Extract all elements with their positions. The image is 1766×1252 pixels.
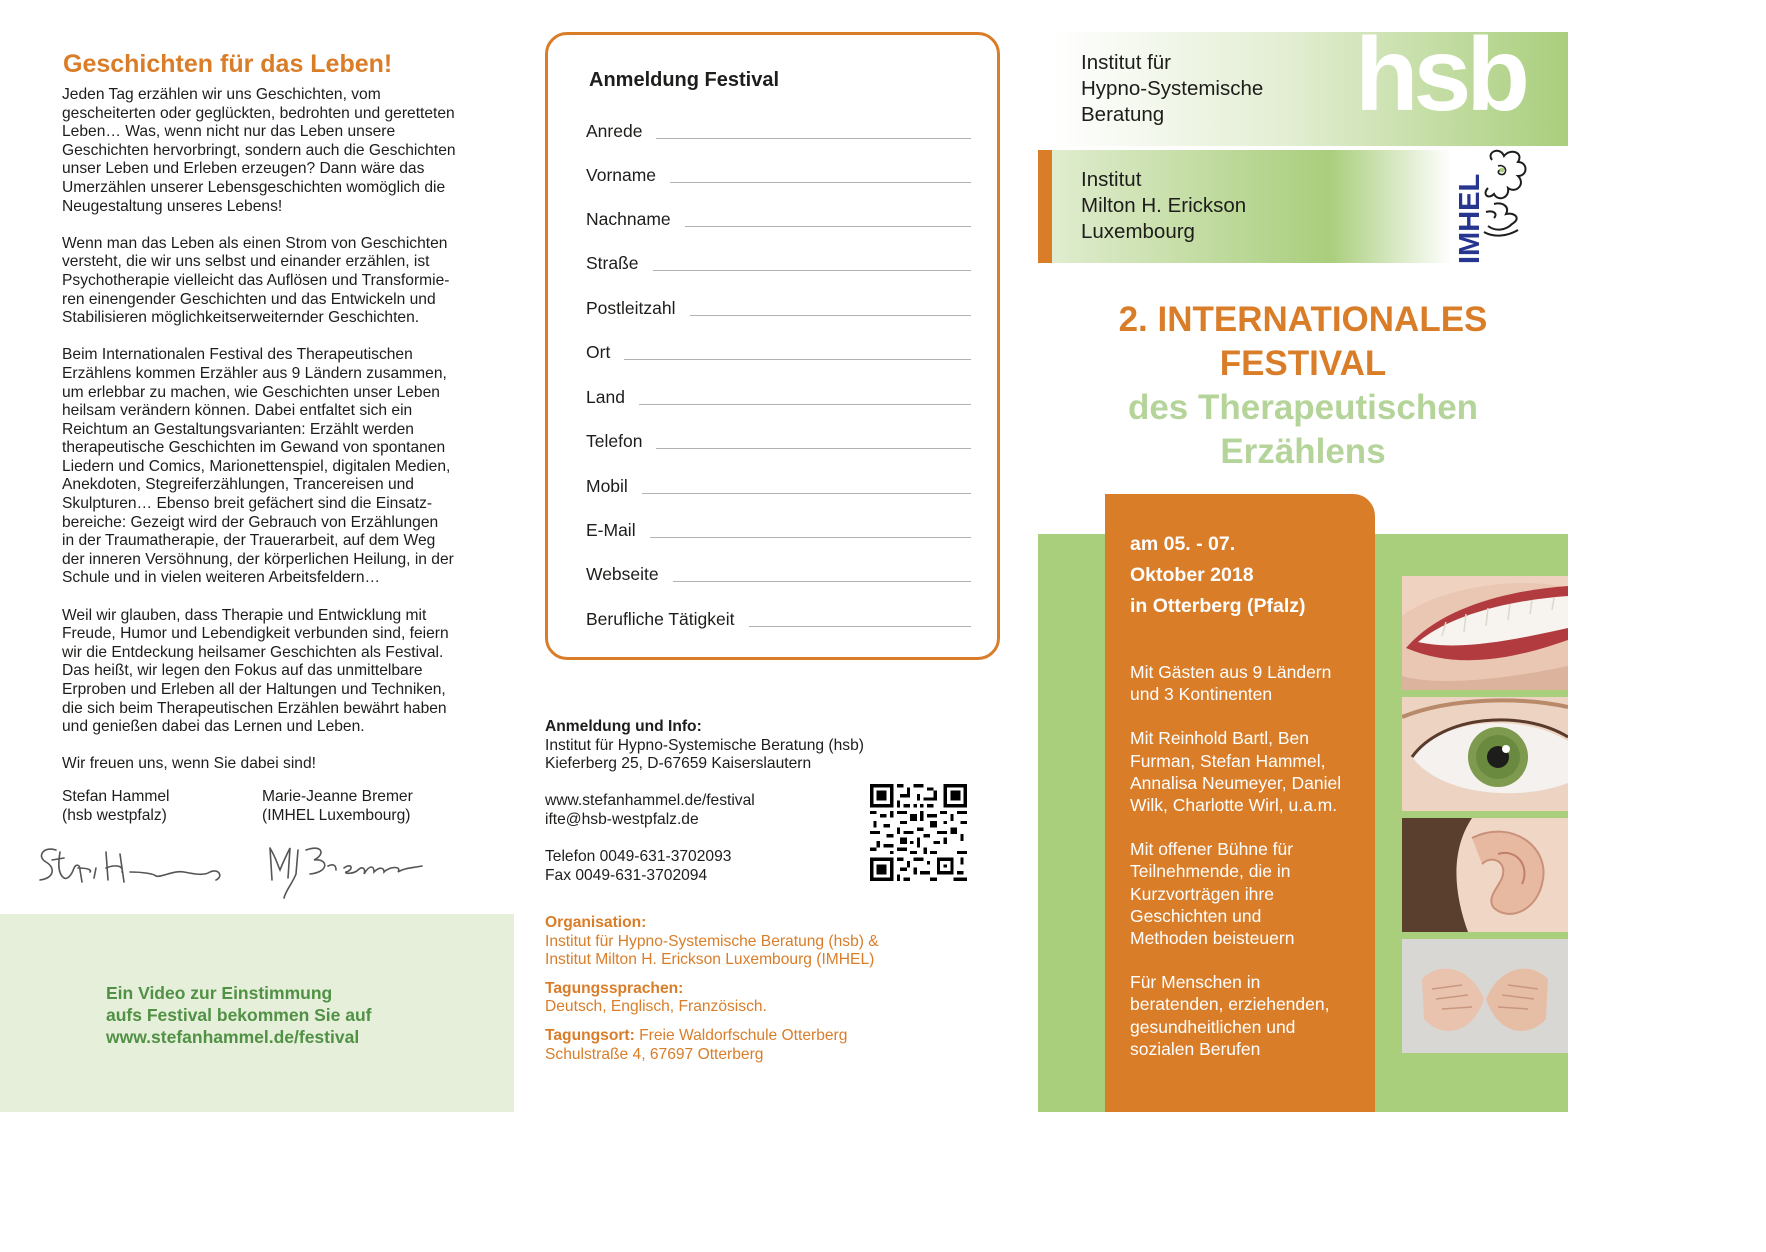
fill-line[interactable] (656, 448, 971, 449)
field-label: Webseite (586, 564, 659, 584)
fax-number: Fax 0049-631-3702094 (545, 866, 708, 884)
festival-title (1038, 298, 1568, 474)
photo-eye (1402, 697, 1568, 811)
field-label: Nachname (586, 209, 671, 229)
signer-org: (hsb westpfalz) (62, 806, 167, 824)
event-details (1130, 661, 1365, 1082)
signer-name: Marie-Jeanne Bremer (262, 788, 413, 805)
title-line-1: 2. INTERNATIONALES (1118, 300, 1488, 339)
organisation-heading: Organisation: (545, 914, 647, 931)
title-line-4: Erzählens (1220, 432, 1386, 471)
closing-line: Wir freuen uns, wenn Sie dabei sind! (62, 755, 316, 773)
paragraph-2: Wenn man das Leben als einen Strom von Geschichten versteht, die wir uns selbst und einander erzählen, ist Psychotherapie vielleicht das Auflösen und Transformie- ren einengender Geschichten und das Entwickeln und Stabilisieren möglichkeitserweiternder Geschichten. (62, 234, 450, 327)
venue-line (545, 1027, 879, 1046)
video-info: Ein Video zur Einstimmung aufs Festival bekommen Sie auf www.stefanhammel.de/festival (106, 983, 372, 1047)
paragraph-3: Beim Internationalen Festival des Therapeutischen Erzählens kommen Erzähler aus 9 Ländern zusammen, um erlebbar zu machen, wie Geschichten unser Leben heilsam verändern können. Dabei entfaltet sich ein Reichtum an Gestaltungsvarianten: Erzählt werden therapeutische Geschichten im Gewand von spontanen Liedern und Comics, Marionettenspiel, digitalen Medien, Anekdoten, Stegreiferzählungen, Trancereisen und Skulpturen… Ebenso breit gefächert sind die Einsatz- bereiche: Gezeigt wird der Gebrauch von Erzählungen in der Traumatherapie, der Trauerarbeit, auf dem Weg der inneren Versöhnung, der körperlichen Heilung, in der Schule und in vielen weiteren Arbeitsfeldern… (62, 346, 454, 587)
intro-text (62, 86, 492, 793)
fill-line[interactable] (650, 537, 971, 538)
signer-stefan (62, 788, 169, 825)
field-nachname[interactable] (586, 203, 971, 229)
organisation-info: Organisation: Institut für Hypno-Systemische Beratung (hsb) & Institut Milton H. Erickson Luxembourg (IMHEL) Tagungssprachen: Deutsch, Englisch, Französisch. Tagungsort: Freie Waldorfschule Otterberg Schulstraße 4, 67697 Otterberg (545, 914, 879, 1063)
field-land[interactable] (586, 381, 971, 407)
languages-value: Deutsch, Englisch, Französisch. (545, 998, 767, 1016)
title-line-3: des Therapeutischen (1127, 388, 1479, 427)
photo-hands (1402, 939, 1568, 1053)
svg-text:hsb: hsb (1355, 30, 1525, 114)
fill-line[interactable] (673, 581, 971, 582)
hsb-institute-name: Institut für Hypno-Systemische Beratung (1081, 51, 1264, 126)
field-label: Anrede (586, 121, 643, 141)
contact-heading: Anmeldung und Info: (545, 718, 702, 735)
video-link[interactable]: www.stefanhammel.de/festival (106, 1027, 360, 1047)
fill-line[interactable] (653, 270, 971, 271)
photo-ear (1402, 818, 1568, 932)
fill-line[interactable] (749, 626, 971, 627)
languages-heading: Tagungssprachen: (545, 979, 684, 997)
fill-line[interactable] (670, 182, 971, 183)
field-label: Mobil (586, 476, 628, 496)
field-label: Telefon (586, 431, 643, 451)
phone-number: Telefon 0049-631-3702093 (545, 848, 732, 866)
contact-info: Anmeldung und Info: Institut für Hypno-Systemische Beratung (hsb) Kieferberg 25, D-67659 Kaiserslautern www.stefanhammel.de/festival ifte@hsb-westpfalz.de Telefon 0049-631-3702093 Fax 0049-631-3702094 (545, 718, 864, 884)
field-strasse[interactable] (586, 247, 971, 273)
venue-name: Freie Waldorfschule Otterberg (634, 1026, 848, 1044)
detail-audience: Für Menschen in beratenden, erziehenden, gesundheitlichen und sozialen Berufen (1130, 972, 1330, 1059)
website-link[interactable]: www.stefanhammel.de/festival (545, 792, 755, 810)
field-vorname[interactable] (586, 159, 971, 185)
paragraph-1: Jeden Tag erzählen wir uns Geschichten, vom gescheiterten oder geglückten, bedrohten und geretteten Leben… Was, wenn nicht nur das Leben unsere Geschichten hervorbringt, sondern auch die Geschichten unser Leben und Erleben erzeugen? Dann wäre das Umerzählen unserer Lebensgeschichten womöglich die Neugestaltung unseres Lebens! (62, 86, 456, 215)
fill-line[interactable] (685, 226, 971, 227)
paragraph-4: Weil wir glauben, dass Therapie und Entwicklung mit Freude, Humor und Lebendigkeit verbunden sind, feiern wir die Entdeckung heilsamer Geschichten als Festival. Das heißt, wir legen den Fokus auf das unmittelbare Erproben und Erleben all der Haltungen und Techniken, die sich beim Therapeutischen Erzählen bewährt haben und genießen dabei das Lernen und Leben. (62, 606, 449, 736)
field-berufliche-taetigkeit[interactable] (586, 603, 971, 629)
fill-line[interactable] (639, 404, 971, 405)
qr-code (870, 784, 967, 881)
detail-open-stage: Mit offener Bühne für Teilnehmende, die in Kurzvorträgen ihre Geschichten und Methoden beisteuern (1130, 839, 1295, 949)
venue-address: Schulstraße 4, 67697 Otterberg (545, 1045, 764, 1063)
field-email[interactable] (586, 514, 971, 540)
field-label: Land (586, 387, 625, 407)
field-postleitzahl[interactable] (586, 292, 971, 318)
field-telefon[interactable] (586, 425, 971, 451)
form-title: Anmeldung Festival (589, 69, 780, 91)
detail-speakers: Mit Reinhold Bartl, Ben Furman, Stefan Hammel, Annalisa Neumeyer, Daniel Wilk, Charlotte Wirl, u.a.m. (1130, 728, 1342, 816)
field-ort[interactable] (586, 336, 971, 362)
field-label: Postleitzahl (586, 298, 676, 318)
signature-stefan-hammel (34, 838, 229, 893)
field-webseite[interactable] (586, 558, 971, 584)
signer-org: (IMHEL Luxembourg) (262, 806, 411, 824)
fill-line[interactable] (690, 315, 972, 316)
field-anrede[interactable] (586, 115, 971, 141)
imhel-logo (1448, 146, 1530, 268)
detail-guests: Mit Gästen aus 9 Ländern und 3 Kontinenten (1130, 662, 1332, 705)
fill-line[interactable] (656, 138, 971, 139)
field-label: Vorname (586, 165, 657, 185)
imhel-accent-strip (1038, 150, 1052, 263)
field-label: Ort (586, 342, 611, 362)
field-mobil[interactable] (586, 470, 971, 496)
email-link[interactable]: ifte@hsb-westpfalz.de (545, 810, 699, 828)
registration-form (545, 32, 1000, 660)
field-label: E-Mail (586, 520, 636, 540)
left-heading: Geschichten für das Leben! (63, 50, 393, 78)
field-label: Straße (586, 253, 639, 273)
photo-smile (1402, 576, 1568, 690)
venue-heading: Tagungsort: (545, 1026, 635, 1044)
fill-line[interactable] (642, 493, 971, 494)
signer-marie-jeanne (262, 788, 413, 825)
event-date: am 05. - 07. Oktober 2018 in Otterberg (Pfalz) (1130, 533, 1306, 617)
hsb-logo (1353, 30, 1568, 114)
svg-text:IMHEL: IMHEL (1454, 173, 1486, 264)
imhel-institute-name: Institut Milton H. Erickson Luxembourg (1081, 168, 1247, 243)
title-line-2: FESTIVAL (1219, 344, 1387, 383)
field-label: Berufliche Tätigkeit (586, 609, 735, 629)
signer-name: Stefan Hammel (62, 788, 170, 805)
signature-marie-jeanne-bremer (262, 840, 427, 902)
fill-line[interactable] (624, 359, 971, 360)
